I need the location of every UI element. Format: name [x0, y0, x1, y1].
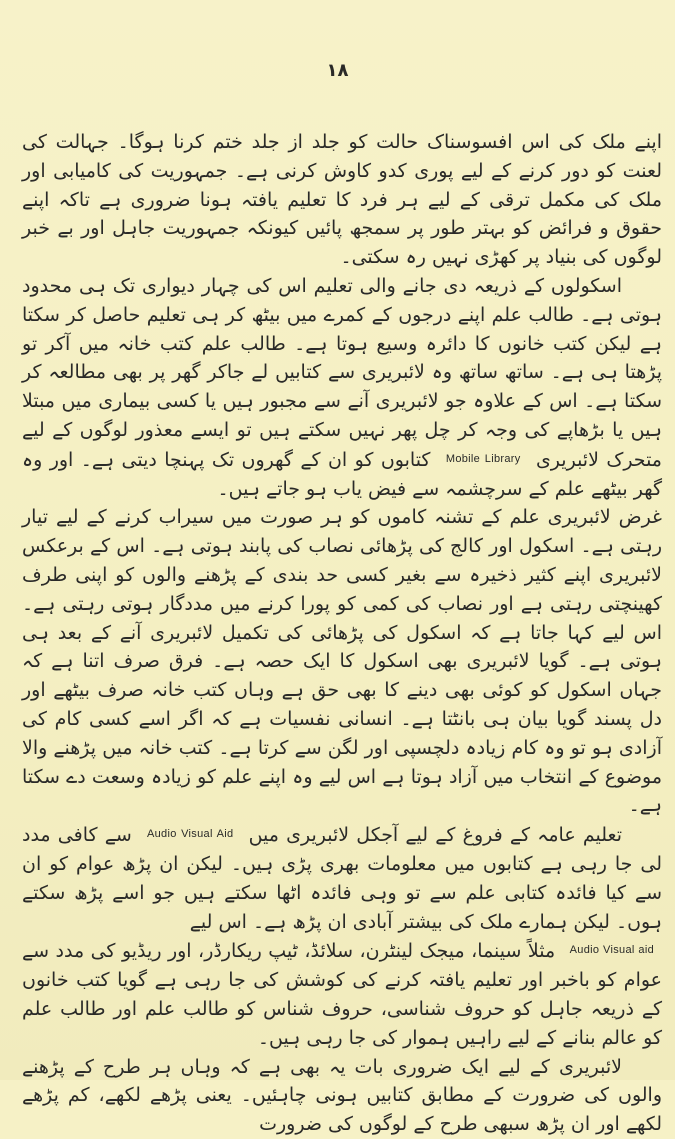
paragraph-6: لائبریری کے لیے ایک ضروری بات یہ بھی ہے کہ وہاں ہر طرح کے پڑھنے والوں کی ضرورت کے مطابق کتابیں ہونی چاہئیں۔ یعنی پڑھے لکھے، کم پڑھے لکھے اور ان پڑھ سبھی طرح کے لوگوں کی ضرورت	[22, 1055, 662, 1136]
english-term-audio-visual-aid: Audio Visual Aid	[146, 828, 234, 841]
paragraph-1: اپنے ملک کی اس افسوسناک حالت کو جلد از جلد ختم کرنا ہوگا۔ جہالت کی لعنت کو دور کرنے کے لیے پوری کدو کاوش کرنی ہے۔ جمہوریت کی کامیابی اور ملک کی مکمل ترقی کے لیے ہر فرد کا تعلیم یافتہ ہونا ضروری ہے تاکہ اپنے حقوق و فرائض کو بہتر طور پر سمجھ پائیں کیونکہ جمہوریت جاہل اور بے خبر لوگوں کی بنیاد پر کھڑی نہیں رہ سکتی۔	[22, 131, 662, 269]
english-term-mobile-library: Mobile Library	[445, 452, 521, 465]
page-body	[22, 128, 662, 1139]
paragraph-2: اسکولوں کے ذریعہ دی جانے والی تعلیم اس کی چہار دیواری تک ہی محدود ہوتی ہے۔ طالب علم اپنے درجوں کے کمرے میں بیٹھ کر ہی تعلیم حاصل کر سکتا ہے لیکن کتب خانوں کا دائرہ وسیع ہوتا ہے۔ طالب علم کتب خانہ میں آکر تو پڑھتا ہی ہے۔ ساتھ ساتھ وہ لائبریری سے کتابیں لے جاکر گھر پر بھی مطالعہ کر سکتا ہے۔ اس کے علاوہ جو لائبریری آنے سے مجبور ہیں یا کسی بیماری میں مبتلا ہیں یا بڑھاپے کی وجہ کر چل پھر نہیں سکتے ہیں تو ایسے معذور لوگوں کے لیے متحرک لائبریری $^{Mobile Library}$ کتابوں کو ان کے گھروں تک پہنچا دیتی ہے۔ اور وہ گھر بیٹھے علم کے سرچشمہ سے فیض یاب ہو جاتے ہیں۔	[22, 274, 662, 500]
page-number: ۱۸	[326, 60, 349, 81]
english-term-audio-visual-aid-2: Audio Visual aid	[569, 944, 654, 957]
paragraph-5: $^{Audio Visual aid}$ مثلاً سینما، میجک لینٹرن، سلائڈ، ٹیپ ریکارڈر، اور ریڈیو کی مدد سے عوام کو باخبر اور تعلیم یافتہ کرنے کی کوشش کی جا رہی ہے گویا کتب خانوں کے ذریعہ جاہل کو حروف شناسی، حروف شناس کو طالب علم اور طالب علم کو عالم بنانے کے لیے راہیں ہموار کی جا رہی ہیں۔	[22, 940, 662, 1049]
paragraph-3: غرض لائبریری علم کے تشنہ کاموں کو ہر صورت میں سیراب کرنے کے لیے تیار رہتی ہے۔ اسکول اور کالج کی پڑھائی نصاب کی پابند ہوتی ہے۔ اس کے برعکس لائبریری اپنے کثیر ذخیرہ سے بغیر کسی حد بندی کے پڑھنے والوں کو اپنی طرف کھینچتی رہتی ہے اور نصاب کی کمی کو پورا کرنے میں مددگار ہوتی رہتی ہے۔ اس لیے کہا جاتا ہے کہ اسکول کی پڑھائی کی تکمیل لائبریری آنے کے بعد ہی ہوتی ہے۔ گویا لائبریری بھی اسکول کا ایک حصہ ہے۔ فرق صرف اتنا ہے کہ جہاں اسکول کو کوئی بھی دینے کا بھی حق ہے وہاں کتب خانہ صرف بیٹھے اور دل پسند گویا بیان ہی بانٹتا ہے۔ انسانی نفسیات ہے کہ اگر اسے کسی کام کی آزادی ہو تو وہ کام زیادہ دلچسپی اور لگن سے کرتا ہے۔ کتب خانہ میں پڑھنے والا موضوع کے انتخاب میں آزاد ہوتا ہے اس لیے وہ اپنے علم کو زیادہ وسعت دے سکتا ہے۔	[22, 506, 662, 817]
paragraph-4: تعلیم عامہ کے فروغ کے لیے آجکل لائبریری میں $^{Audio Visual Aid}$ سے کافی مدد لی جا رہی ہے کتابوں میں معلومات بھری پڑی ہیں۔ لیکن ان پڑھ عوام کو ان سے کیا فائدہ کتابی علم سے تو وہی فائدہ اٹھا سکتے ہیں جو اسے پڑھ سکتے ہوں۔ لیکن ہمارے ملک کی بیشتر آبادی ان پڑھ ہے۔ اس لیے	[22, 824, 662, 933]
